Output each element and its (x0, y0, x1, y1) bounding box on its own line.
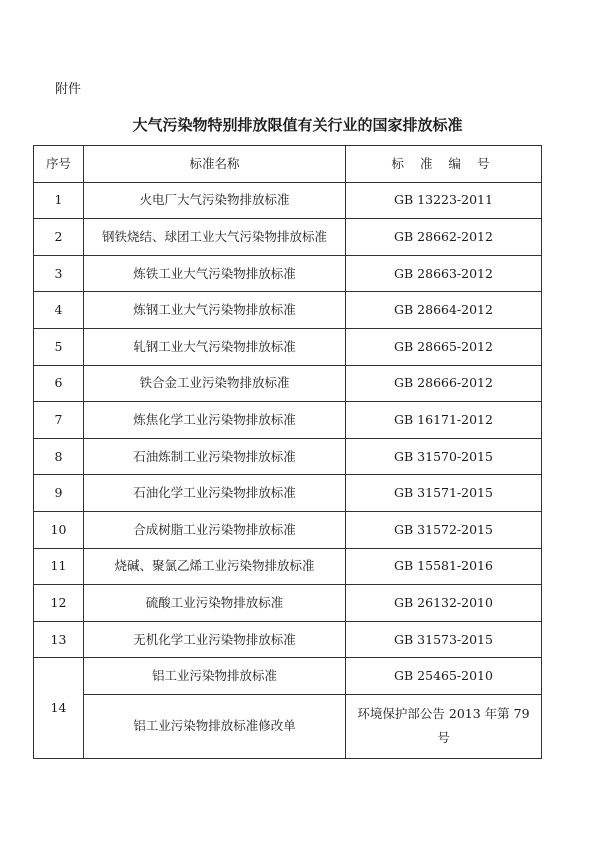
standard-name: 铁合金工业污染物排放标准 (84, 365, 346, 402)
row-number: 1 (34, 182, 84, 219)
table-row (34, 438, 542, 475)
standard-code: GB 28664-2012 (346, 292, 542, 329)
table-row (34, 621, 542, 658)
standard-code: 环境保护部公告 2013 年第 79 号 (346, 694, 542, 758)
table-row (34, 475, 542, 512)
table-row (34, 548, 542, 585)
standard-code: GB 31571-2015 (346, 475, 542, 512)
column-header-code: 标 准 编 号 (346, 146, 542, 183)
table-row (34, 511, 542, 548)
standard-name: 火电厂大气污染物排放标准 (84, 182, 346, 219)
table-row (34, 658, 542, 695)
standard-code: GB 28666-2012 (346, 365, 542, 402)
standard-name: 铝工业污染物排放标准修改单 (84, 694, 346, 758)
row-number: 5 (34, 328, 84, 365)
standard-name: 轧钢工业大气污染物排放标准 (84, 328, 346, 365)
standard-code: GB 28662-2012 (346, 219, 542, 256)
row-number: 14 (34, 658, 84, 759)
standard-name: 铝工业污染物排放标准 (84, 658, 346, 695)
table-row (34, 292, 542, 329)
standard-name: 无机化学工业污染物排放标准 (84, 621, 346, 658)
table-row (34, 365, 542, 402)
standard-code: GB 28663-2012 (346, 255, 542, 292)
column-header-no: 序号 (34, 146, 84, 183)
standard-code: GB 31573-2015 (346, 621, 542, 658)
attachment-label: 附件 (55, 82, 82, 97)
column-header-name: 标准名称 (84, 146, 346, 183)
standard-code: GB 28665-2012 (346, 328, 542, 365)
table-row (34, 255, 542, 292)
row-number: 4 (34, 292, 84, 329)
standard-code: GB 15581-2016 (346, 548, 542, 585)
standard-name: 合成树脂工业污染物排放标准 (84, 511, 346, 548)
table-header-row (34, 146, 542, 183)
document-title: 大气污染物特别排放限值有关行业的国家排放标准 (132, 116, 463, 134)
standard-name: 石油化学工业污染物排放标准 (84, 475, 346, 512)
table-row (34, 585, 542, 622)
standard-name: 炼铁工业大气污染物排放标准 (84, 255, 346, 292)
row-number: 13 (34, 621, 84, 658)
row-number: 7 (34, 402, 84, 439)
row-number: 9 (34, 475, 84, 512)
table-row (34, 694, 542, 758)
standard-name: 炼钢工业大气污染物排放标准 (84, 292, 346, 329)
standard-name: 烧碱、聚氯乙烯工业污染物排放标准 (84, 548, 346, 585)
standard-code: GB 16171-2012 (346, 402, 542, 439)
standard-name: 石油炼制工业污染物排放标准 (84, 438, 346, 475)
row-number: 2 (34, 219, 84, 256)
table-row (34, 402, 542, 439)
standard-code: GB 31572-2015 (346, 511, 542, 548)
row-number: 6 (34, 365, 84, 402)
row-number: 11 (34, 548, 84, 585)
table-row (34, 182, 542, 219)
standard-code: GB 25465-2010 (346, 658, 542, 695)
standard-name: 炼焦化学工业污染物排放标准 (84, 402, 346, 439)
row-number: 8 (34, 438, 84, 475)
row-number: 12 (34, 585, 84, 622)
standard-name: 钢铁烧结、球团工业大气污染物排放标准 (84, 219, 346, 256)
standards-table (33, 145, 542, 759)
table-row (34, 219, 542, 256)
standard-code: GB 31570-2015 (346, 438, 542, 475)
row-number: 10 (34, 511, 84, 548)
standard-name: 硫酸工业污染物排放标准 (84, 585, 346, 622)
row-number: 3 (34, 255, 84, 292)
standard-code: GB 13223-2011 (346, 182, 542, 219)
standard-code: GB 26132-2010 (346, 585, 542, 622)
table-row (34, 328, 542, 365)
